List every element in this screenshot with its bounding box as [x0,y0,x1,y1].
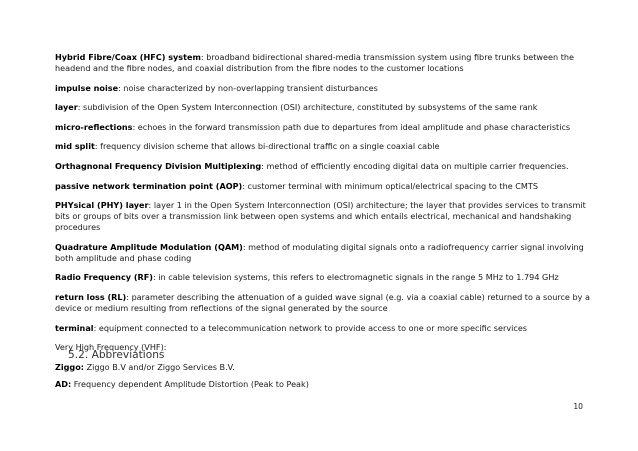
definition-entry-qam [55,242,590,264]
section-heading: 5.2. Abbreviations [68,349,165,361]
definition-separator: : [118,82,121,93]
definition-term: terminal [55,322,94,333]
definition-term: PHYsical (PHY) layer [55,200,149,211]
definition-separator: : [242,241,246,252]
definition-text: method of modulating digital signals onto a radiofrequency carrier signal involving both amplitude and phase coding [55,241,584,263]
definition-entry-ofdm [55,161,590,172]
definition-term: mid split [55,141,95,152]
definition-term: return loss (RL) [55,291,127,302]
definition-text: noise characterized by non-overlapping transient disturbances [120,82,378,93]
definition-term: Orthagnonal Frequency Division Multiplexing [55,160,262,171]
definition-entry-micro-reflections [55,122,590,133]
definition-separator: : [200,52,204,62]
definition-entry-impulse-noise [55,83,590,94]
definition-separator: : [148,200,152,211]
abbreviations-list [55,379,590,399]
definition-entry-layer [55,102,590,113]
definition-entry-rf [55,272,590,283]
definition-text: echoes in the forward transmission path due to departures from ideal amplitude and phase characteristics [135,121,571,132]
definition-text: frequency division scheme that allows bi-directional traffic on a single coaxial cable [97,141,440,152]
definition-term: passive network termination point (AOP) [55,180,243,191]
definition-entry-phy-layer [55,200,590,233]
definition-term: Hybrid Fibre/Coax (HFC) system [55,52,201,62]
definition-entry-aop [55,181,590,192]
page-number: 10 [573,402,583,411]
definition-entry-terminal [55,323,590,334]
definition-text: Very High Frequency (VHF): [55,342,167,353]
definition-term: micro-reflections [55,121,133,132]
definition-entry-hfc [55,52,590,74]
definition-separator: : [242,180,245,191]
definition-term: Ziggo: [55,361,85,372]
definition-text: broadband bidirectional shared-media transmission system using fibre trunks between the headend and the fibre nodes, and coaxial distribution from the fibre nodes to the customer locations [55,52,574,73]
definition-text: parameter describing the attenuation of a guided wave signal (e.g. via a coaxial cable) returned to a source by a device or medium resulting from reflections of the signal generated by the source [55,291,590,313]
abbreviation-text: Frequency dependent Amplitude Distortion (Peak to Peak) [71,379,309,389]
definitions-list [55,52,590,381]
definition-text: equipment connected to a telecommunication network to provide access to one or more specific services [96,322,528,333]
definition-text: Ziggo B.V and/or Ziggo Services B.V. [84,361,235,372]
definition-entry-mid-split [55,141,590,152]
definition-separator: : [261,160,264,171]
definition-text: layer 1 in the Open System Interconnection (OSI) architecture; the layer that provides services to transmit bits or groups of bits over a transmission link between open systems and which entails electrical, mechanical and handshaking procedures [55,200,586,233]
definition-term: layer [55,102,78,113]
definition-separator: : [93,322,97,333]
definition-term: Radio Frequency (RF) [55,272,153,283]
definition-entry-return-loss [55,292,590,314]
definition-separator: : [153,272,156,283]
definition-separator: : [77,102,81,113]
definition-term: impulse noise [55,82,119,93]
definition-text: customer terminal with minimum optical/electrical spacing to the CMTS [244,180,538,191]
definition-entry-ziggo [55,362,590,373]
definition-text: method of efficiently encoding digital data on multiple carrier frequencies. [263,160,569,171]
abbreviation-term: AD: [55,379,72,389]
definition-text: in cable television systems, this refers to electromagnetic signals in the range 5 MHz to 1.794 GHz [155,272,559,283]
definition-separator: : [126,291,129,302]
definition-term: Quadrature Amplitude Modulation (QAM) [55,241,243,252]
definition-separator: : [94,141,98,152]
abbreviation-entry-ad [55,379,590,390]
definition-separator: : [132,121,136,132]
definition-text: subdivision of the Open System Interconnection (OSI) architecture, constituted by subsystems of the same rank [80,102,538,113]
